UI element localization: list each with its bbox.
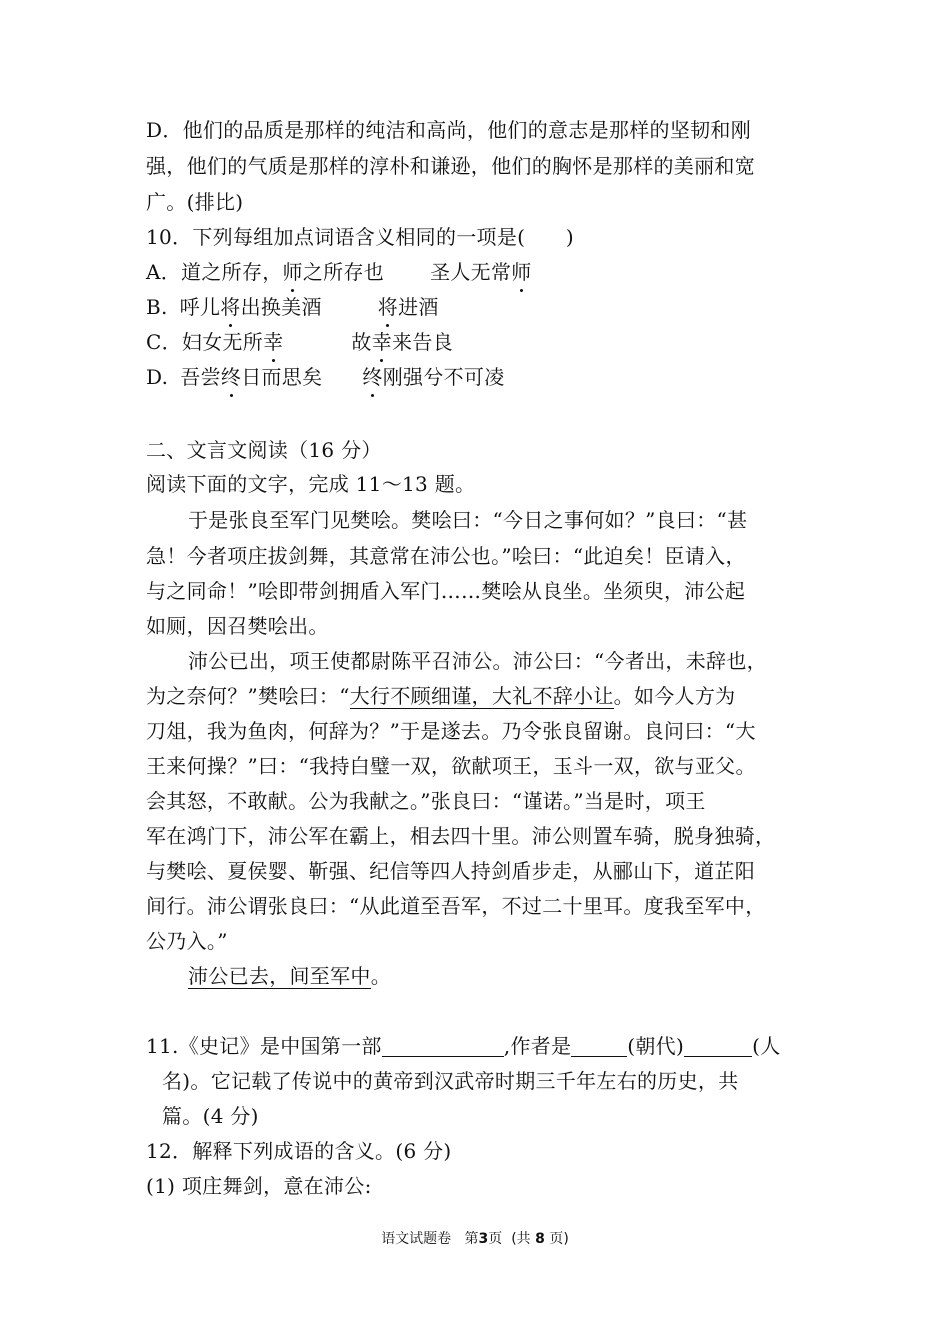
dotted-word: 幸 xyxy=(263,324,283,360)
page-footer: 语文试题卷 第3页 (共 8 页) xyxy=(381,1231,569,1247)
passage-p1-line4: 如厕，因召樊哙出。 xyxy=(146,614,329,638)
option-label: B. xyxy=(146,295,168,319)
passage-p3: 沛公已去，间至军中。 xyxy=(188,964,392,988)
q9-option-d-line3: 广。(排比) xyxy=(146,190,244,214)
dotted-word: 师 xyxy=(283,254,303,290)
passage-p2-line2: 为之奈何？”樊哙曰：“大行不顾细谨，大礼不辞小让。如今人方为 xyxy=(146,684,736,708)
q12-item-1: (1) 项庄舞剑，意在沛公: xyxy=(146,1174,372,1198)
q11-line3: 篇。(4 分) xyxy=(162,1104,259,1128)
passage-p2-line8: 间行。沛公谓张良曰：“从此道至吾军，不过二十里耳。度我至军中， xyxy=(146,894,766,918)
q10-stem: 10．下列每组加点词语含义相同的一项是( ) xyxy=(146,225,574,249)
section-2-title: 二、文言文阅读（16 分） xyxy=(146,438,382,462)
passage-p2-line9: 公乃入。” xyxy=(146,929,228,953)
option-label: D. xyxy=(146,365,169,389)
option-label: C． xyxy=(146,330,182,354)
q10-option-a: A．道之所存，师之所存也 圣人无常师 xyxy=(146,254,816,290)
passage-p1-line1: 于是张良至军门见樊哙。樊哙曰：“今日之事何如？”良曰：“甚 xyxy=(188,508,748,532)
q9-option-d-line1: D．他们的品质是那样的纯洁和高尚，他们的意志是那样的坚韧和刚 xyxy=(146,118,752,142)
dotted-word: 将 xyxy=(220,289,240,325)
passage-p1-line3: 与之同命！”哙即带剑拥盾入军门……樊哙从良坐。坐须臾，沛公起 xyxy=(146,579,746,603)
dotted-word: 将 xyxy=(378,289,398,325)
dotted-word: 师 xyxy=(511,254,531,290)
dotted-word: 终 xyxy=(221,359,241,395)
footer-title: 语文试题卷 xyxy=(381,1231,452,1247)
option-label: A． xyxy=(146,260,182,284)
q11-line2: 名)。它记载了传说中的黄帝到汉武帝时期三千年左右的历史，共 xyxy=(162,1069,739,1093)
q10-option-c: C．妇女无所幸 故幸来告良 xyxy=(146,324,816,360)
answer-blank[interactable] xyxy=(684,1030,752,1057)
current-page-number: 3 xyxy=(478,1231,489,1247)
q12-stem: 12．解释下列成语的含义。(6 分) xyxy=(146,1139,452,1163)
total-page-number: 8 xyxy=(535,1231,545,1247)
underlined-sentence: 大行不顾细谨，大礼不辞小让 xyxy=(349,684,614,708)
dotted-word: 终 xyxy=(362,359,382,395)
underlined-sentence: 沛公已去，间至军中 xyxy=(188,964,371,988)
passage-p2-line4: 王来何操？”曰：“我持白璧一双，欲献项王，玉斗一双，欲与亚父。 xyxy=(146,754,756,778)
q9-option-d-line2: 强，他们的气质是那样的淳朴和谦逊，他们的胸怀是那样的美丽和宽 xyxy=(146,154,755,178)
section-2-instruction: 阅读下面的文字，完成 11～13 题。 xyxy=(146,472,476,496)
dotted-word: 幸 xyxy=(372,324,392,360)
passage-p2-line6: 军在鸿门下，沛公军在霸上，相去四十里。沛公则置车骑，脱身独骑， xyxy=(146,824,776,848)
q11-line1: 11.《史记》是中国第一部 ,作者是 (朝代) (人 xyxy=(146,1028,816,1064)
q10-option-d: D. 吾尝终日而思矣 终刚强兮不可凌 xyxy=(146,359,816,395)
passage-p2-line3: 刀俎，我为鱼肉，何辞为？”于是遂去。乃令张良留谢。良问曰：“大 xyxy=(146,719,756,743)
passage-p1-line2: 急！今者项庄拔剑舞，其意常在沛公也。”哙曰：“此迫矣！臣请入， xyxy=(146,544,746,568)
answer-blank[interactable] xyxy=(382,1030,504,1057)
q10-option-b: B. 呼儿将出换美酒 将进酒 xyxy=(146,289,816,325)
passage-p2-line5: 会其怒，不敢献。公为我献之。”张良曰：“谨诺。”当是时，项王 xyxy=(146,789,706,813)
passage-p2-line7: 与樊哙、夏侯婴、靳强、纪信等四人持剑盾步走，从郦山下，道芷阳 xyxy=(146,859,755,883)
passage-p2-line1: 沛公已出，项王使都尉陈平召沛公。沛公曰：“今者出，未辞也， xyxy=(188,649,767,673)
answer-blank[interactable] xyxy=(571,1030,627,1057)
